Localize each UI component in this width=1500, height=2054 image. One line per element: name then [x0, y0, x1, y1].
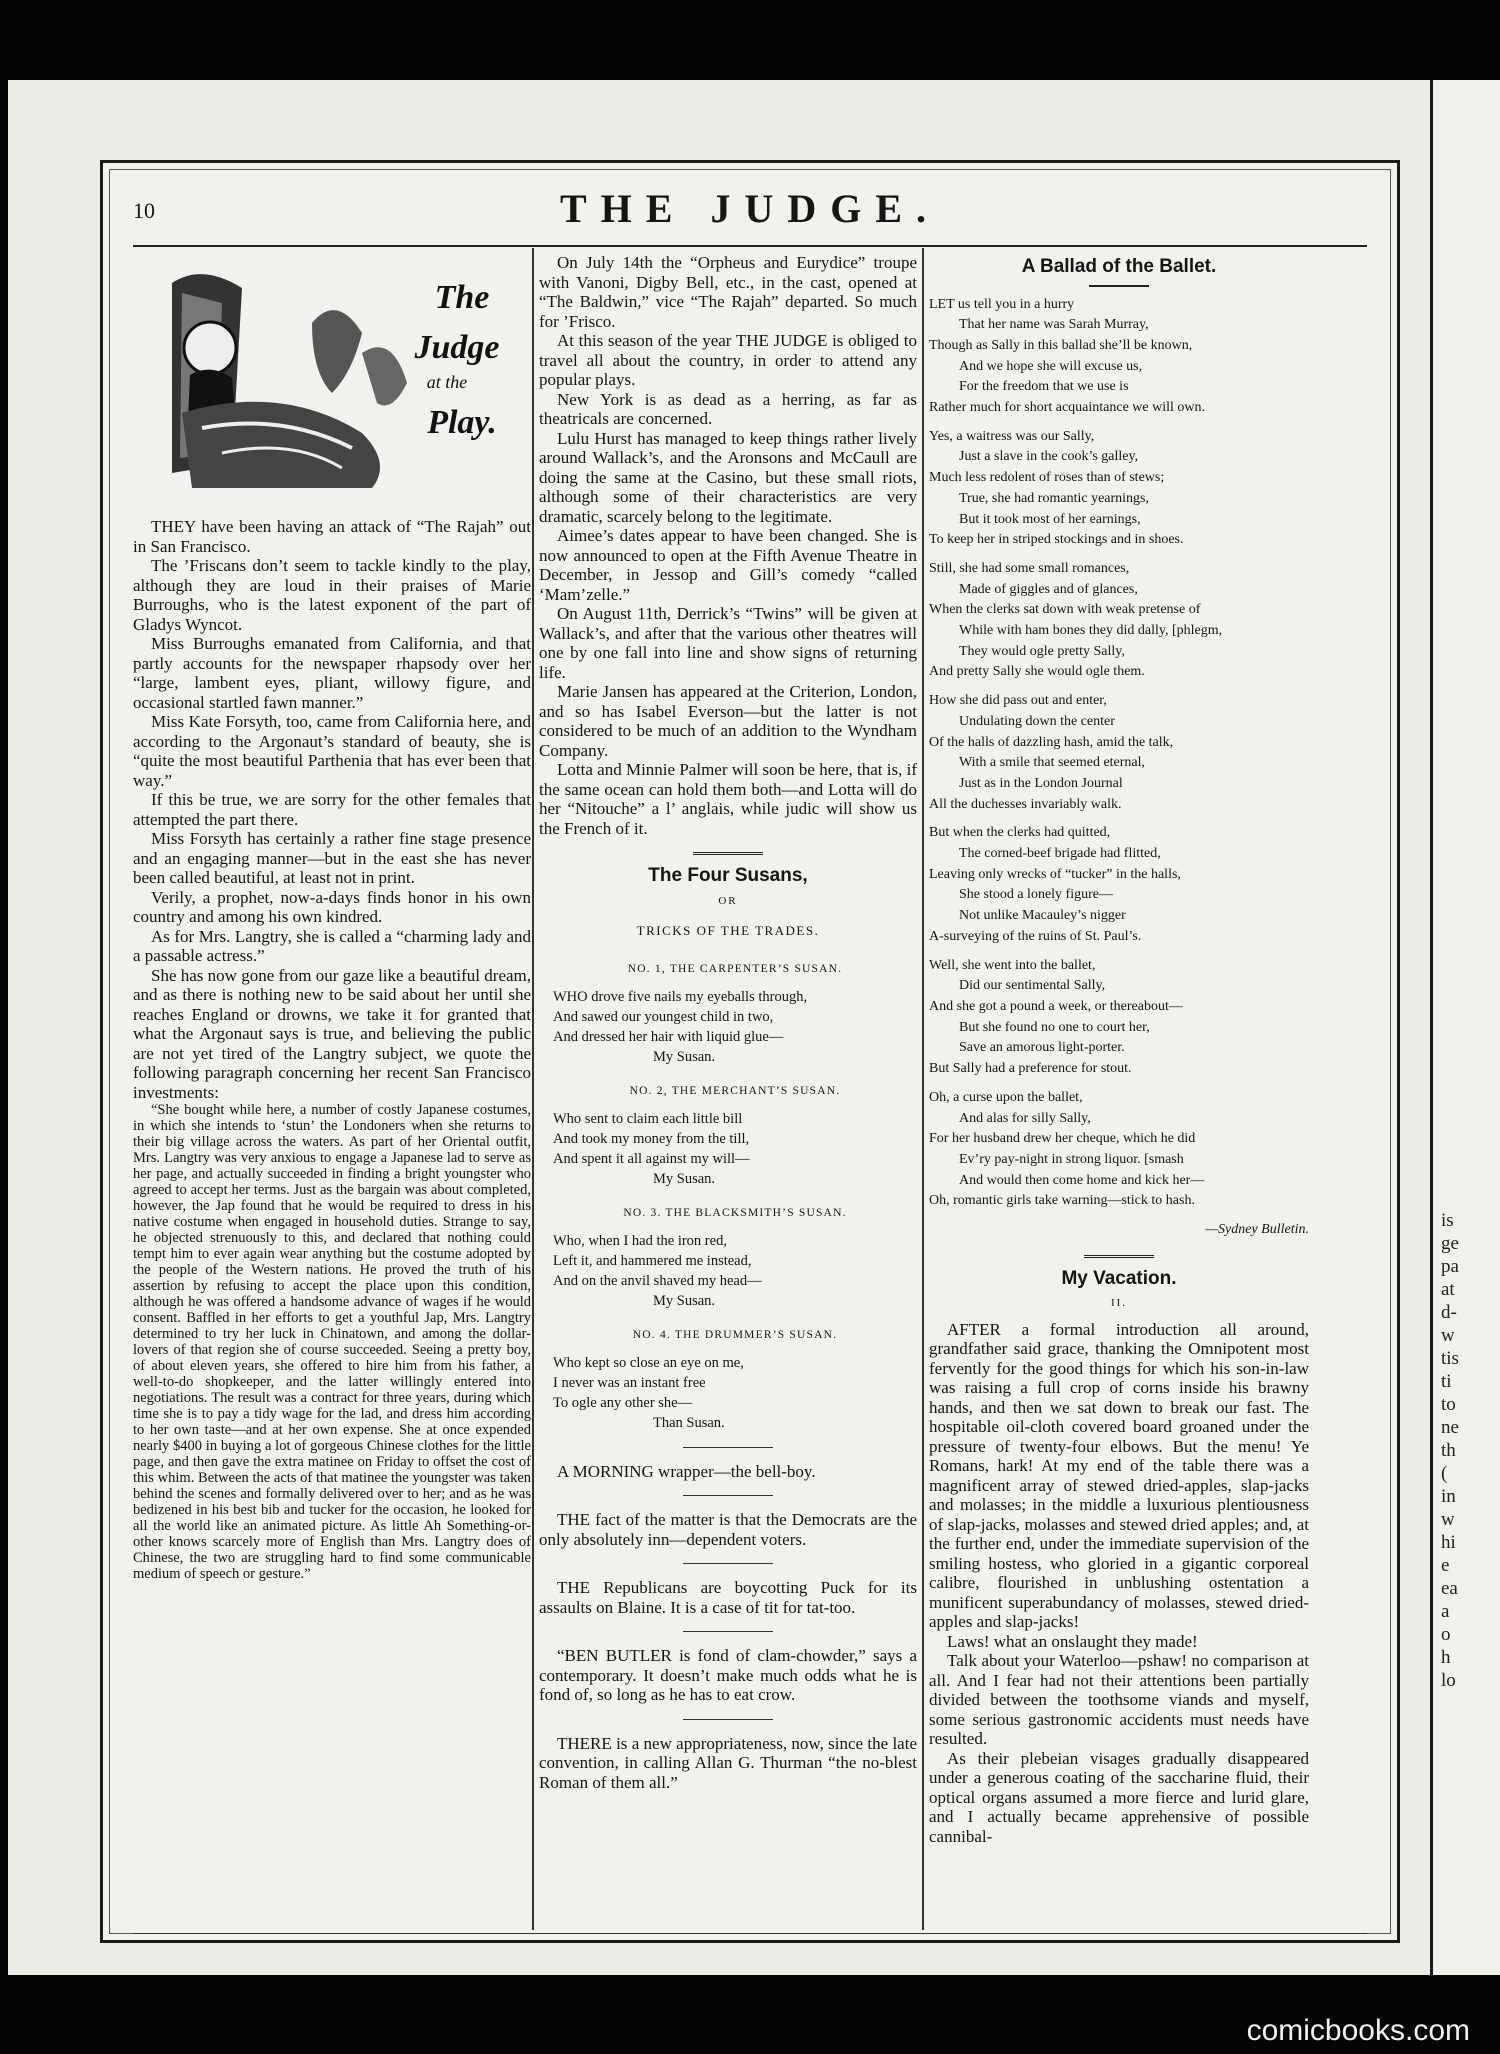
article-paragraph: At this season of the year THE JUDGE is obliged to travel all about the country, in order to attend any popular plays. [539, 331, 917, 389]
adjacent-page-fragment: ( [1441, 1463, 1448, 1484]
adjacent-page-fragment: ea [1441, 1578, 1458, 1599]
ballad-poem [929, 295, 1309, 1213]
vacation-title: My Vacation. [1061, 1267, 1177, 1289]
illustration-caption-2: Judge [414, 329, 500, 366]
verse-line: Just a slave in the cook’s galley, [959, 449, 1139, 465]
adjacent-page-fragment: a [1441, 1601, 1450, 1622]
watermark-text: comicbooks.com [1246, 2014, 1470, 2047]
illustration-caption-1: The [434, 279, 490, 316]
four-susans-title: The Four Susans, [648, 865, 808, 886]
vacation-part: II. [1110, 1297, 1128, 1310]
paragrapher-item: THERE is a new appropriateness, now, since the late convention, in calling Allan G. Thurman “the no-blest Roman of them all.” [539, 1733, 917, 1792]
verse-line: LET us tell you in a hurry [929, 296, 1075, 312]
illustration-caption-4: Play. [427, 404, 497, 441]
article-paragraph: Lotta and Minnie Palmer will soon be here, that is, if the same ocean can hold them both—and Lotta will do her “Nitouche” a l’ anglais, while judic will show us the French of it. [539, 760, 917, 838]
verse-heading: NO. 3. THE BLACKSMITH’S SUSAN. [623, 1206, 847, 1219]
verse-line: And took my money from the till, [553, 1130, 750, 1147]
adjacent-page-fragment: th [1441, 1440, 1456, 1461]
verse-line: And sawed our youngest child in two, [553, 1008, 774, 1025]
verse-line: Who kept so close an eye on me, [553, 1354, 744, 1371]
article-paragraph: On July 14th the “Orpheus and Eurydice” troupe with Vanoni, Digby Bell, etc., in the cast, opened at “The Baldwin,” vice “The Rajah” departed. So much for ’Frisco. [539, 253, 917, 331]
article-paragraph: Miss Kate Forsyth, too, came from California here, and according to the Argonaut’s standard of beauty, she is “quite the most beautiful Parthenia that has ever been that way.” [133, 712, 531, 790]
page-number: 10 [133, 198, 155, 223]
column-3 [929, 253, 1309, 1930]
verse-line: That her name was Sarah Murray, [959, 317, 1149, 333]
article-paragraph: AFTER a formal introduction all around, grandfather said grace, thanking the Omnipotent most fervently for the good things for which his son-in-law was raising a full crop of corns inside his brawny hands, and then we sat down to break our fast. The hospitable oil-cloth covered board groaned under the pressure of twenty-four elbows. But the menu! Ye Romans, hark! At my end of the table there was a magnificent array of stewed dried-apples, slap-jacks and molasses; in the middle a luxurious plentiousness of slap-jacks, molasses and stewed dried apples; and, at the further end, under the immediate supervision of the smiling hostess, who gloried in a gigantic corporeal calibre, flourished in unblushing ostentation a munificent superabundancy of molasses, stewed dried-apples and slap-jacks! [929, 1319, 1309, 1632]
ballad-stanza [929, 295, 1309, 419]
adjacent-page-fragment: at [1441, 1279, 1455, 1300]
ballad-stanza [929, 823, 1309, 947]
verse-line: But she found no one to court her, [959, 1019, 1150, 1035]
four-susans-subtitle: TRICKS OF THE TRADES. [636, 923, 820, 938]
verse-line: To keep her in striped stockings and in shoes. [929, 532, 1184, 548]
adjacent-page-fragment: e [1441, 1555, 1450, 1576]
article-paragraph: Aimee’s dates appear to have been changed. She is now announced to open at the Fifth Avenue Theatre in December, in Jessop and Gill’s comedy “called ‘Mam’zelle.” [539, 526, 917, 604]
verse-line: Well, she went into the ballet, [929, 957, 1096, 973]
verse-line: Undulating down the center [959, 713, 1115, 729]
verse-line: Oh, romantic girls take warning—stick to hash. [929, 1193, 1195, 1209]
verse-line: And on the anvil shaved my head— [553, 1272, 762, 1289]
item-divider [683, 1447, 773, 1448]
verse-line: And pretty Sally she would ogle them. [929, 664, 1145, 680]
masthead-rule [133, 245, 1367, 247]
article-paragraph: As their plebeian visages gradually disappeared under a generous coating of the saccharine fluid, their optical organs assumed a more fierce and lurid glare, and I actually became apprehensive of possible cannibal- [929, 1748, 1309, 1846]
verse-line: For the freedom that we use is [959, 379, 1129, 395]
verse-line: And we hope she will excuse us, [959, 358, 1143, 374]
verse-line: Than Susan. [653, 1414, 725, 1431]
verse-line: WHO drove five nails my eyeballs through, [553, 988, 808, 1005]
article-paragraph: Miss Burroughs emanated from California, and that partly accounts for the newspaper rhapsody over her “large, lambent eyes, pliant, willowy figure, and occasional startled fawn manner.” [133, 634, 531, 712]
verse-line: But when the clerks had quitted, [929, 825, 1111, 841]
verse-line: Left it, and hammered me instead, [553, 1252, 752, 1269]
verse-line: Ev’ry pay-night in strong liquor. [smash [959, 1151, 1184, 1167]
paragrapher-item: A MORNING wrapper—the bell-boy. [557, 1461, 816, 1481]
verse-line: For her husband drew her cheque, which he did [929, 1131, 1196, 1147]
verse-line: Did our sentimental Sally, [959, 978, 1106, 994]
article-paragraph: New York is as dead as a herring, as far as theatricals are concerned. [539, 389, 917, 428]
ballad-stanza [929, 956, 1309, 1080]
verse-line: Though as Sally in this ballad she’ll be known, [929, 337, 1193, 353]
verse-heading: NO. 1, THE CARPENTER’S SUSAN. [627, 962, 843, 975]
susan-verse-3 [553, 1203, 917, 1311]
verse-line: How she did pass out and enter, [929, 693, 1107, 709]
adjacent-page-fragment: tis [1441, 1348, 1459, 1369]
verse-line: To ogle any other she— [553, 1394, 693, 1411]
verse-line: With a smile that seemed eternal, [959, 755, 1146, 771]
article-paragraph: Laws! what an onslaught they made! [947, 1631, 1198, 1651]
verse-line: But Sally had a preference for stout. [929, 1061, 1132, 1077]
article-paragraph: Marie Jansen has appeared at the Criterion, London, and so has Isabel Everson—but the latter is not considered to be much of an addition to the Wyndham Company. [539, 682, 917, 760]
adjacent-page-fragment: hi [1441, 1532, 1456, 1553]
verse-line: My Susan. [653, 1170, 716, 1187]
article-paragraph: On August 11th, Derrick’s “Twins” will be given at Wallack’s, and after that the various other theatres will one by one fall into line and show signs of returning life. [539, 604, 917, 682]
paragrapher-item: THE Republicans are boycotting Puck for its assaults on Blaine. It is a case of tit for tat-too. [539, 1578, 917, 1617]
verse-line: Not unlike Macauley’s nigger [959, 908, 1126, 924]
adjacent-page-fragment: in [1441, 1486, 1456, 1507]
adjacent-page-fragment: pa [1441, 1256, 1459, 1277]
article-paragraph: The ’Friscans don’t seem to tackle kindly to the play, although they are loud in their praises of Marie Burroughs, who is the latest exponent of the part of Gladys Wyncot. [133, 556, 531, 634]
illustration-caption-3: at the [426, 372, 468, 392]
verse-line: Just as in the London Journal [959, 775, 1123, 791]
verse-line: When the clerks sat down with weak pretense of [929, 602, 1201, 618]
verse-line: The corned-beef brigade had flitted, [959, 846, 1161, 862]
article-paragraph: Miss Forsyth has certainly a rather fine stage presence and an engaging manner—but in the east she has never been called beautiful, at least not in print. [133, 829, 531, 887]
verse-line: My Susan. [653, 1048, 716, 1065]
verse-line: A-surveying of the ruins of St. Paul’s. [929, 928, 1142, 944]
section-divider [1084, 1255, 1154, 1261]
ballad-stanza [929, 1088, 1309, 1212]
ballad-stanza [929, 427, 1309, 551]
article-paragraph: As for Mrs. Langtry, she is called a “charming lady and a passable actress.” [133, 926, 531, 965]
title-rule [1089, 285, 1149, 287]
adjacent-page-fragment: ge [1441, 1233, 1459, 1254]
adjacent-page-fragment: d- [1441, 1302, 1457, 1323]
verse-line: All the duchesses invariably walk. [929, 796, 1122, 812]
verse-line: And would then come home and kick her— [959, 1172, 1205, 1188]
verse-line: And spent it all against my will— [553, 1150, 750, 1167]
verse-line: While with ham bones they did dally, [phlegm, [959, 623, 1223, 639]
susan-verse-1 [553, 959, 917, 1067]
verse-line: Oh, a curse upon the ballet, [929, 1089, 1083, 1105]
verse-line: And she got a pound a week, or thereabout— [929, 999, 1183, 1014]
ballad-credit: —Sydney Bulletin. [1205, 1222, 1309, 1238]
item-divider [683, 1563, 773, 1564]
quoted-paragraph: “She bought while here, a number of costly Japanese costumes, in which she intends to ‘stun’ the Londoners when she returns to their big village across the waters. As part of her Oriental outfit, Mrs. Langtry was very anxious to engage a Japanese lad to serve as her page, and actually succeeded in finding a bright youngster who agreed to accept her terms. Just as the bargain was about completed, however, the Jap found that he would be required to dress in his native costume when engaged in household duties. Strange to say, he objected strenuously to this, and declared that nothing could tempt him to ever again wear anything but the costume adopted by the people of the Western nations. He proved the truth of his assertion by refusing to accept the place upon this condition, although he was offered a handsome advance of wages if he would consent. Baffled in her efforts to get a youthful Jap, Mrs. Langtry determined to try her luck in Chinatown, and among the dollar-lovers of that region she of course succeeded. Seeing a pretty boy, of about eleven years, she offered to hire him from his father, a well-to-do shopkeeper, and the latter willingly entered into negotiations. The result was a contract for three years, during which time she is to pay a tidy wage for the lad, and dress him according to her own taste—and at her own expense. She at once expended nearly $400 in buying a lot of gorgeous Chinese clothes for the little page, and then gave the extra matinee on Friday to offset the cost of this whim. Between the acts of that matinee the youngster was taken behind the scenes and formally delivered over to her; and as he was bedizened in his best bib and tucker for the occasion, he looked for all the world like an animated picture. As little Ah Something-or-other knows scarcely more of English than Mrs. Langtry does of Chinese, the two are struggling hard to find some communicable medium of speech or gesture.” [133, 1102, 531, 1582]
verse-line: Rather much for short acquaintance we will own. [929, 400, 1206, 416]
verse-line: True, she had romantic yearnings, [959, 490, 1149, 506]
verse-line: But it took most of her earnings, [959, 511, 1141, 527]
ballad-stanza [929, 691, 1309, 815]
verse-line: Save an amorous light-porter. [959, 1040, 1125, 1056]
verse-heading: NO. 2, THE MERCHANT’S SUSAN. [629, 1084, 841, 1097]
susan-verse-4 [553, 1325, 917, 1433]
adjacent-page-fragment: ne [1441, 1417, 1459, 1438]
article-paragraph: Talk about your Waterloo—pshaw! no comparison at all. And I fear had not their attentions been partially divided between the toothsome viands and myself, some serious gastronomic accidents must needs have resulted. [929, 1651, 1309, 1749]
verse-line: They would ogle pretty Sally, [959, 643, 1125, 659]
newspaper-page [100, 160, 1400, 1943]
item-divider [683, 1719, 773, 1720]
item-divider [683, 1495, 773, 1496]
theatre-box-illustration [162, 263, 502, 495]
susan-verse-2 [553, 1081, 917, 1189]
ballad-stanza [929, 559, 1309, 683]
adjacent-page-fragment: w [1441, 1325, 1455, 1346]
verse-line: Much less redolent of roses than of stews; [929, 470, 1165, 486]
adjacent-page-fragment: o [1441, 1624, 1451, 1645]
section-divider [693, 852, 763, 858]
adjacent-page-fragment: h [1441, 1647, 1451, 1668]
verse-line: Made of giggles and of glances, [959, 581, 1138, 597]
bottom-rule [133, 1933, 1367, 1934]
verse-line: Still, she had some small romances, [929, 560, 1130, 576]
paragrapher-item: “BEN BUTLER is fond of clam-chowder,” says a contemporary. It doesn’t make much odds what he is fond of, so long as he has to eat crow. [539, 1646, 917, 1704]
adjacent-page-fragment: to [1441, 1394, 1456, 1415]
column-1 [133, 253, 531, 1930]
verse-line: She stood a lonely figure— [959, 887, 1113, 903]
verse-line: Leaving only wrecks of “tucker” in the halls, [929, 866, 1181, 882]
adjacent-page-fragment: is [1441, 1210, 1454, 1231]
verse-line: Who, when I had the iron red, [553, 1232, 727, 1249]
article-paragraph: THEY have been having an attack of “The Rajah” out in San Francisco. [133, 517, 531, 556]
article-paragraph: She has now gone from our gaze like a beautiful dream, and as there is nothing new to be said about her until she reaches England or drowns, we take it for granted that what the Argonaut says is true, and believing the public are not yet tired of the Langtry subject, we quote the following paragraph concerning her recent San Francisco investments: [133, 965, 531, 1102]
column-rule-2 [922, 248, 924, 1930]
article-paragraph: Lulu Hurst has managed to keep things rather lively around Wallack’s, and the Aronsons and McCaull are doing the same at the Casino, but these small riots, although some of their characteristics are very dramatic, scarcely belong to the legitimate. [539, 428, 917, 526]
adjacent-page-edge [1430, 80, 1500, 1975]
adjacent-page-fragment: ti [1441, 1371, 1452, 1392]
column-2 [539, 253, 917, 1930]
four-susans-or: OR [718, 894, 738, 907]
verse-heading: NO. 4. THE DRUMMER’S SUSAN. [632, 1328, 838, 1341]
article-paragraph: If this be true, we are sorry for the other females that attempted the part there. [133, 790, 531, 829]
verse-line: And alas for silly Sally, [959, 1110, 1091, 1126]
verse-line: My Susan. [653, 1292, 716, 1309]
verse-line: Of the halls of dazzling hash, amid the talk, [929, 734, 1174, 750]
adjacent-page-fragment: lo [1441, 1670, 1456, 1691]
masthead-title: THE JUDGE. [559, 186, 941, 231]
verse-line: Who sent to claim each little bill [553, 1110, 743, 1127]
verse-line: Yes, a waitress was our Sally, [929, 428, 1095, 444]
column-rule-1 [532, 248, 534, 1930]
verse-line: And dressed her hair with liquid glue— [553, 1028, 784, 1045]
adjacent-page-fragment: w [1441, 1509, 1455, 1530]
item-divider [683, 1631, 773, 1632]
ballad-title: A Ballad of the Ballet. [1021, 256, 1217, 277]
verse-line: I never was an instant free [553, 1374, 706, 1391]
article-paragraph: Verily, a prophet, now-a-days finds honor in his own country and among his own kindred. [133, 887, 531, 926]
paragrapher-item: THE fact of the matter is that the Democrats are the only absolutely inn—dependent voters. [539, 1510, 917, 1549]
